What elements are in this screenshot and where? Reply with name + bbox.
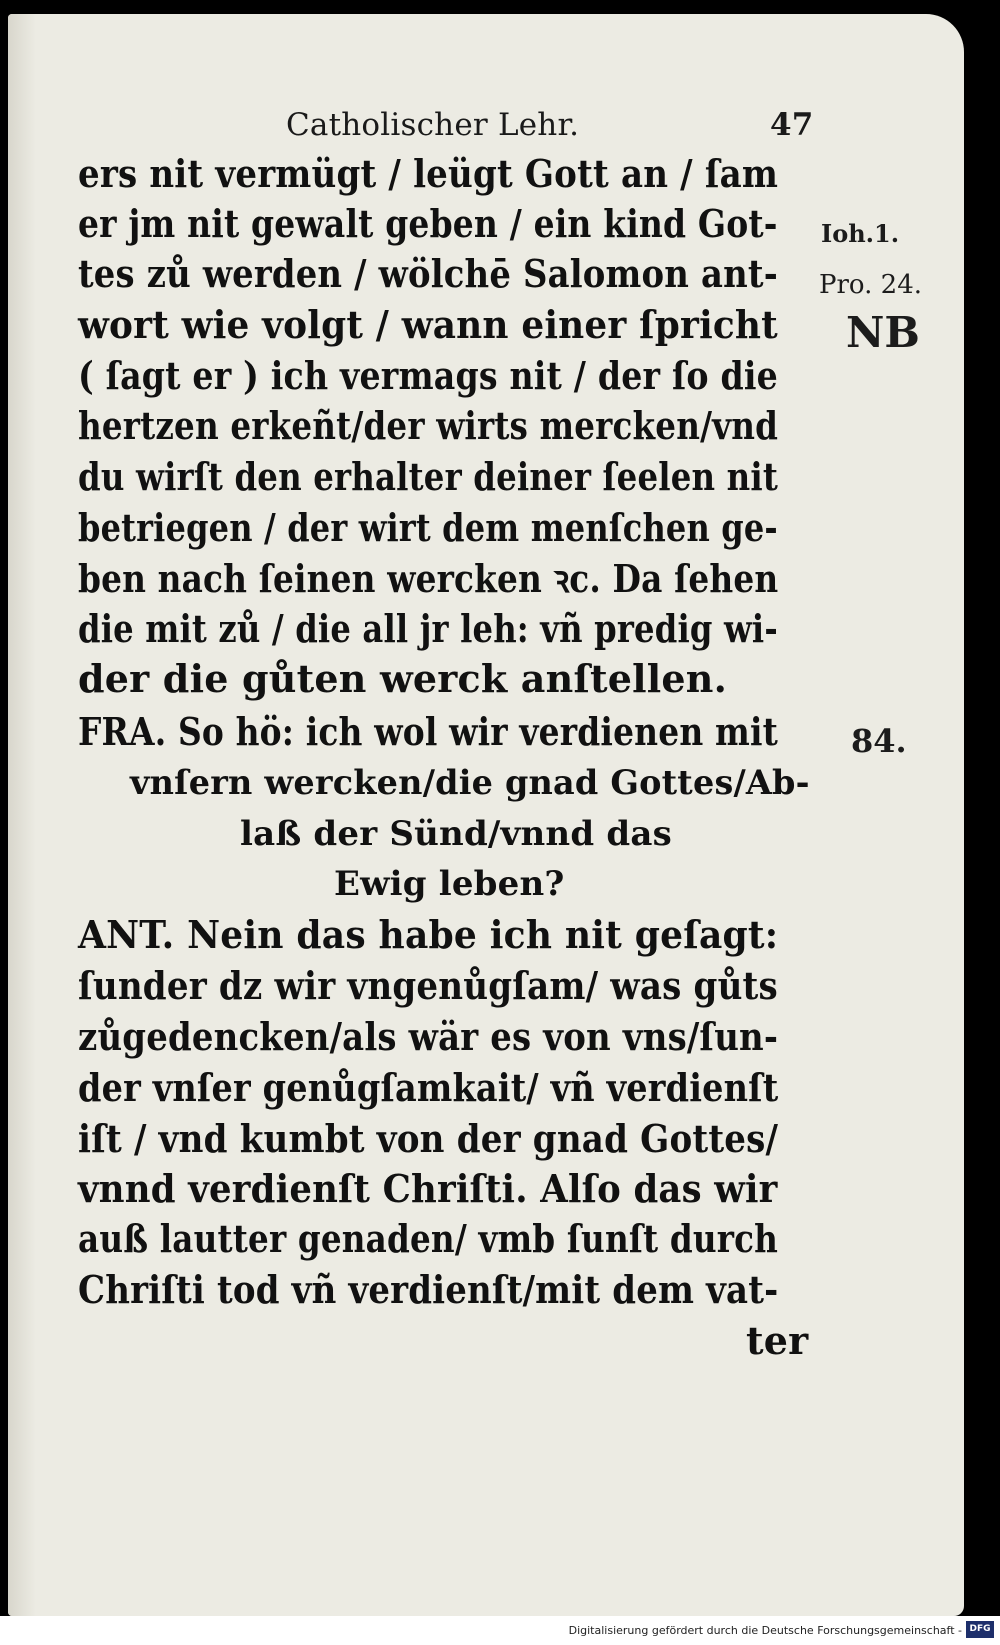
answer-line: auß lautter genaden/ vmb ſunſt durch — [78, 1216, 779, 1261]
question-line: vnſern wercken/die gnad Gottes/Ab- — [130, 763, 810, 803]
answer-line: iſt / vnd kumbt von der gnad Gottes/ — [78, 1116, 779, 1161]
footer-bar — [0, 1616, 1000, 1645]
text-line: der die gůten werck anſtellen. — [78, 656, 728, 701]
catchword: ter — [746, 1318, 809, 1363]
marginal-note-number: 84. — [851, 722, 907, 760]
marginal-note-pro: Pro. 24. — [819, 270, 922, 300]
page-spine-shadow — [8, 14, 36, 1616]
question-line: Ewig leben? — [334, 864, 565, 904]
answer-line: ANT. Nein das habe ich nit geſagt: — [78, 912, 779, 957]
running-title: Catholischer Lehr. — [286, 107, 580, 143]
text-line: er jm nit gewalt geben / ein kind Got- — [78, 201, 778, 246]
answer-line: ſunder dz wir vngenůgſam/ was gůts — [78, 963, 778, 1008]
answer-line: der vnſer genůgſamkait/ vñ verdienſt — [78, 1065, 779, 1110]
marginal-note-nb: NB — [846, 308, 920, 357]
footer-credit: Digitalisierung gefördert durch die Deutsche Forschungsgemeinschaft - — [568, 1624, 962, 1637]
question-line: laß der Sünd/vnnd das — [240, 814, 672, 854]
answer-line: vnnd verdienſt Chriſti. Alſo das wir — [78, 1166, 778, 1211]
text-line: ( ſagt er ) ich vermags nit / der ſo die — [78, 353, 778, 398]
text-line: ers nit vermügt / leügt Gott an / ſam — [78, 151, 779, 196]
text-line: betriegen / der wirt dem menſchen ge- — [78, 505, 778, 550]
marginal-note-ioh: Ioh.1. — [821, 219, 900, 248]
text-line: ben nach ſeinen wercken ꝛc. Da ſehen — [78, 556, 779, 601]
page-number: 47 — [770, 107, 814, 143]
book-page — [8, 14, 964, 1616]
text-line: hertzen erkeñt/der wirts mercken/vnd — [78, 403, 779, 448]
dfg-logo: DFG — [966, 1621, 994, 1638]
answer-line: Chriſti tod vñ verdienſt/mit dem vat- — [78, 1267, 779, 1312]
answer-line: zůgedencken/als wär es von vns/ſun- — [78, 1014, 779, 1059]
text-line: wort wie volgt / wann einer ſpricht — [78, 302, 778, 347]
text-line: du wirſt den erhalter deiner ſeelen nit — [78, 454, 779, 499]
question-line: FRA. So hö: ich wol wir verdienen mit — [78, 709, 779, 754]
text-line: die mit zů / die all jr leh: vñ predig wi- — [78, 606, 778, 651]
text-line: tes zů werden / wölchē Salomon ant- — [78, 251, 778, 296]
